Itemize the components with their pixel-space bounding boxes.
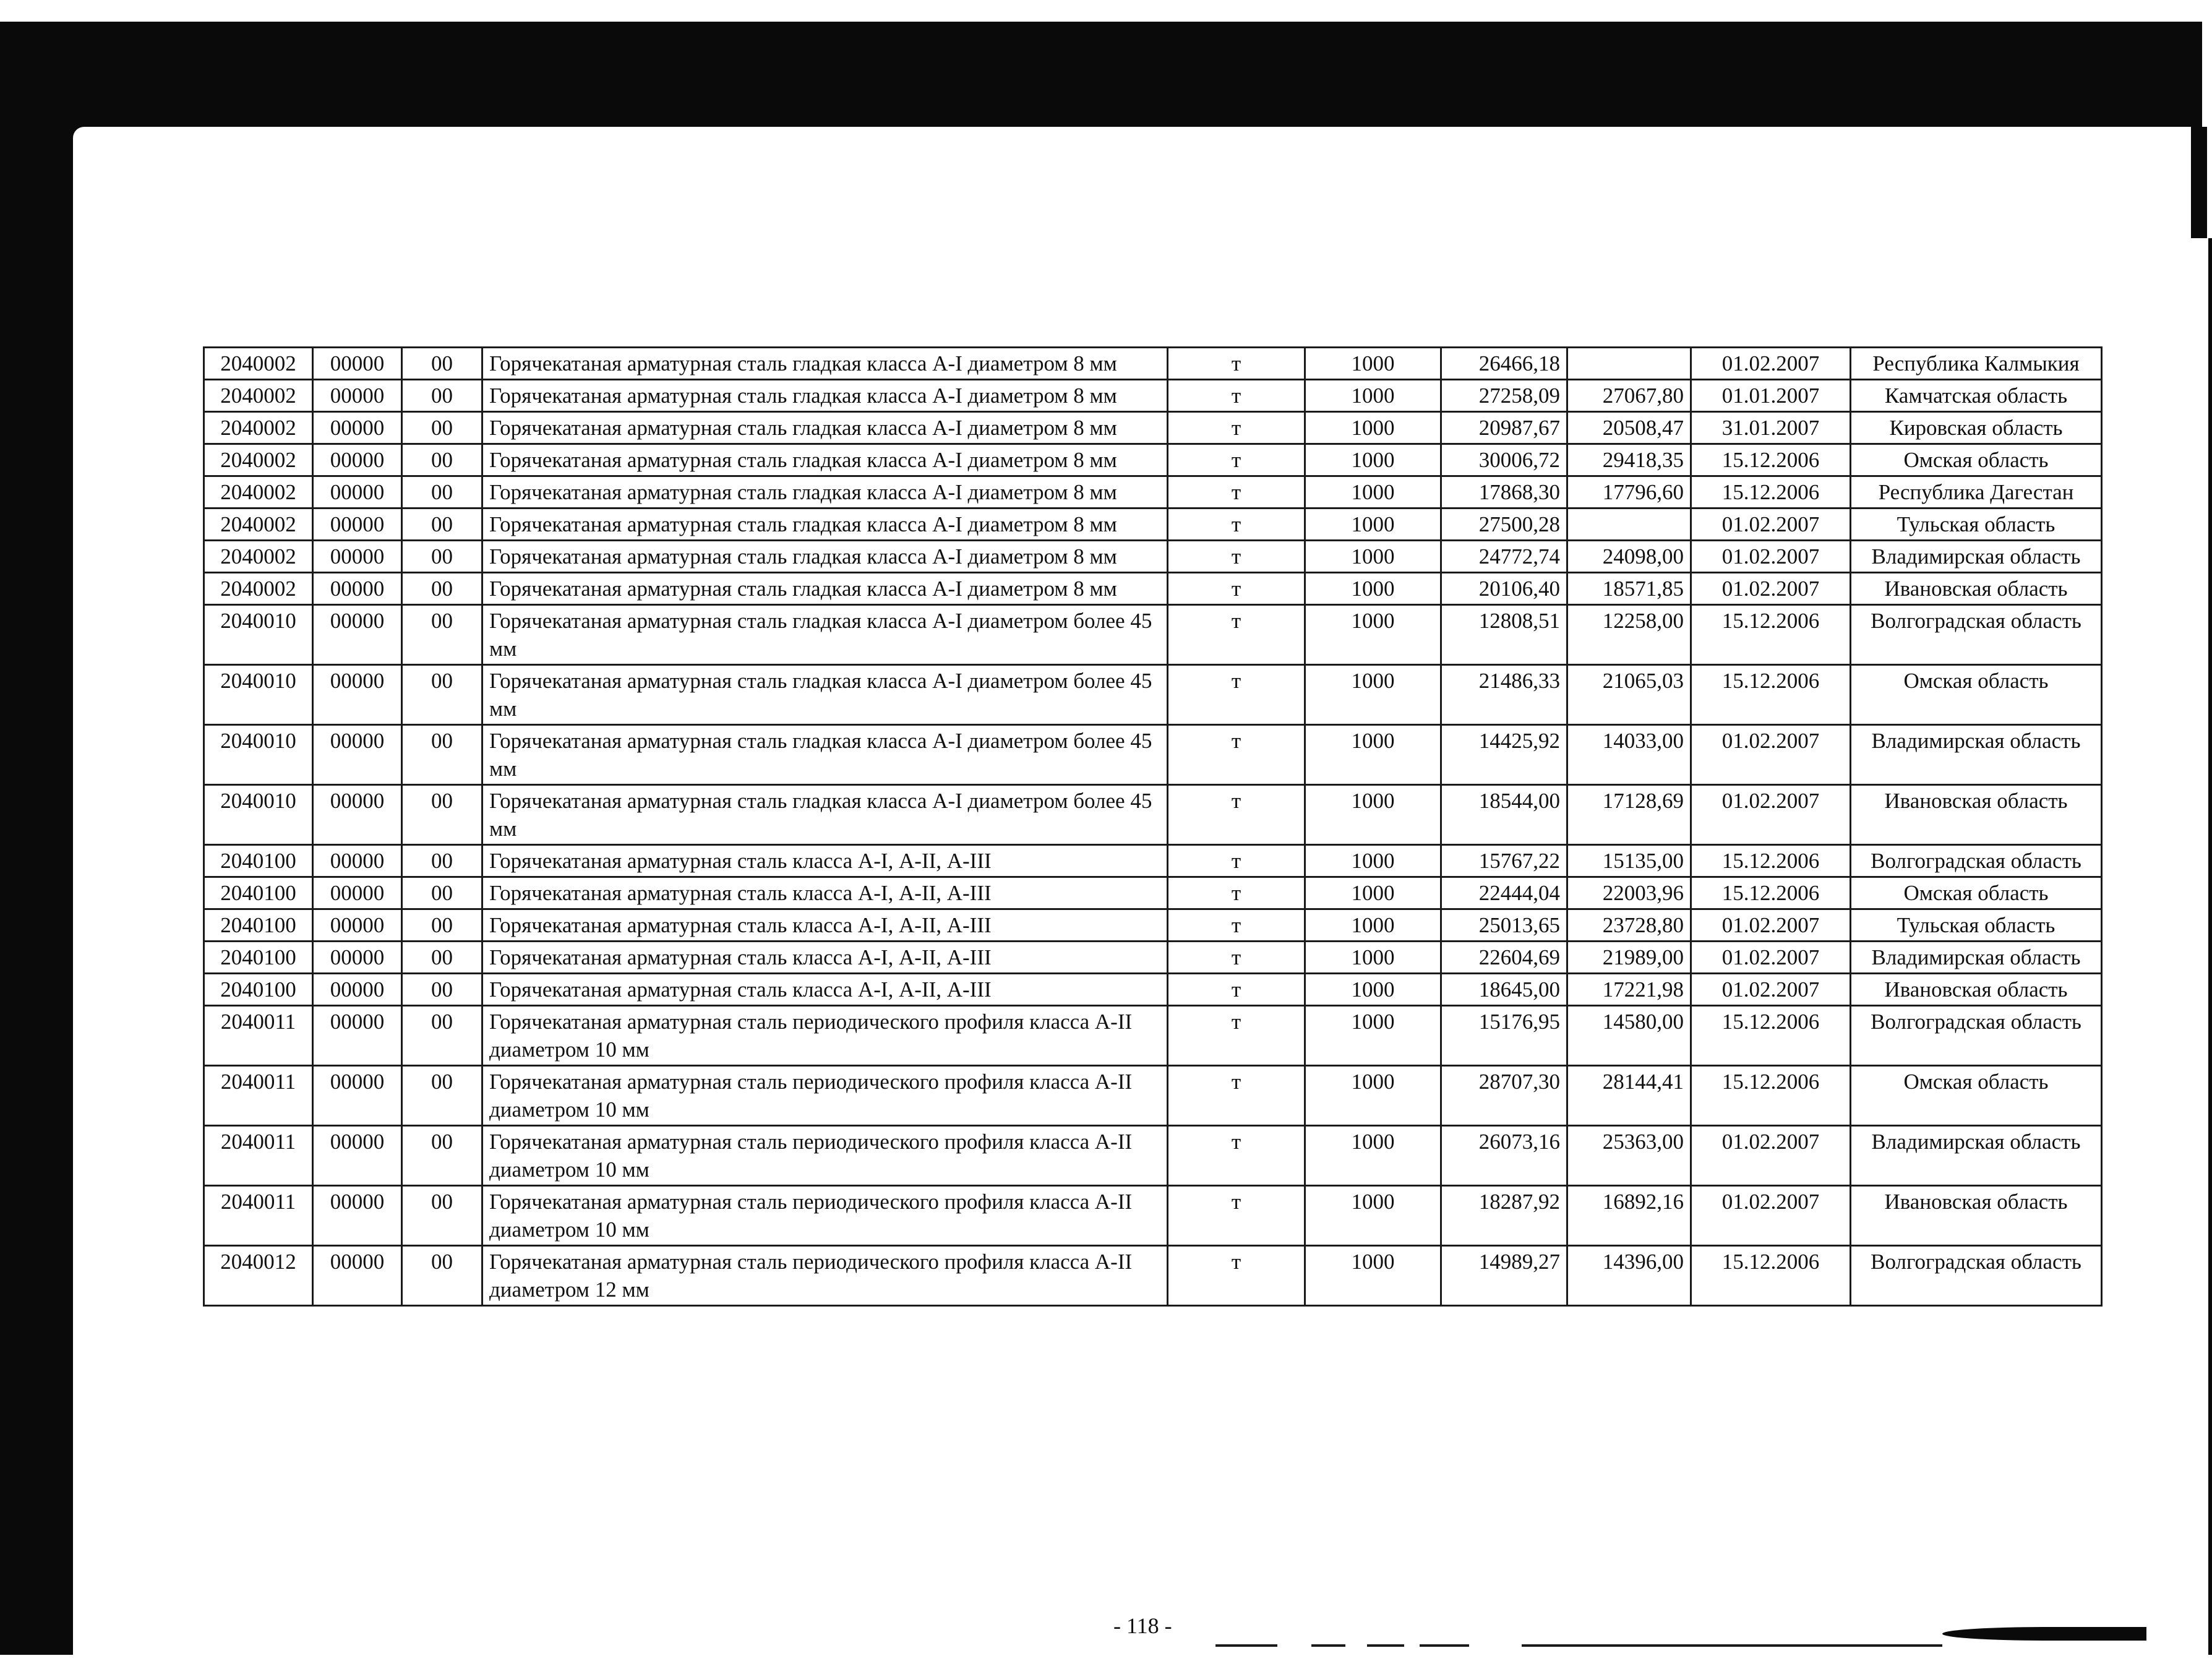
table-row [204,665,2102,725]
date-cell: 31.01.2007 [1691,412,1851,444]
date-cell: 01.02.2007 [1691,909,1851,942]
unit-cell: т [1168,1246,1305,1306]
material-name-cell: Горячекатаная арматурная сталь гладкая класса А-I диаметром 8 мм [482,573,1168,605]
sub-code-cell: 00000 [313,725,402,785]
table-row [204,1186,2102,1246]
footer-rule [1215,1644,1277,1647]
material-name-cell: Горячекатаная арматурная сталь гладкая класса А-I диаметром 8 мм [482,541,1168,573]
price-excl-cell: 14396,00 [1567,1246,1691,1306]
table-row [204,605,2102,665]
resource-code-cell: 2040002 [204,380,313,412]
price-cell: 20987,67 [1441,412,1567,444]
material-name-cell: Горячекатаная арматурная сталь класса А-I, А-II, А-III [482,942,1168,974]
resource-code-cell: 2040002 [204,509,313,541]
date-cell: 01.02.2007 [1691,942,1851,974]
table-row [204,380,2102,412]
unit-cell: т [1168,1186,1305,1246]
price-cell: 21486,33 [1441,665,1567,725]
region-cell: Ивановская область [1851,785,2102,845]
sub-code-cell: 00000 [313,974,402,1006]
resource-code-cell: 2040010 [204,605,313,665]
price-cell: 15176,95 [1441,1006,1567,1066]
region-cell: Омская область [1851,877,2102,909]
version-cell: 00 [402,725,482,785]
quantity-cell: 1000 [1305,444,1441,476]
footer-rule [1420,1644,1469,1647]
unit-cell: т [1168,348,1305,380]
resource-code-cell: 2040100 [204,974,313,1006]
sub-code-cell: 00000 [313,845,402,877]
material-name-cell: Горячекатаная арматурная сталь периодического профиля класса А-II диаметром 10 мм [482,1006,1168,1066]
version-cell: 00 [402,348,482,380]
date-cell: 15.12.2006 [1691,444,1851,476]
date-cell: 15.12.2006 [1691,1066,1851,1126]
price-excl-cell: 20508,47 [1567,412,1691,444]
quantity-cell: 1000 [1305,380,1441,412]
price-cell: 20106,40 [1441,573,1567,605]
price-cell: 30006,72 [1441,444,1567,476]
unit-cell: т [1168,725,1305,785]
sub-code-cell: 00000 [313,541,402,573]
table-row [204,1246,2102,1306]
region-cell: Ивановская область [1851,573,2102,605]
unit-cell: т [1168,974,1305,1006]
version-cell: 00 [402,1126,482,1186]
resource-code-cell: 2040010 [204,665,313,725]
scan-border-right-edge [2208,238,2212,1655]
resource-code-cell: 2040002 [204,541,313,573]
price-cell: 27258,09 [1441,380,1567,412]
region-cell: Омская область [1851,1066,2102,1126]
region-cell: Волгоградская область [1851,1246,2102,1306]
unit-cell: т [1168,1006,1305,1066]
resource-code-cell: 2040012 [204,1246,313,1306]
date-cell: 01.02.2007 [1691,725,1851,785]
date-cell: 01.02.2007 [1691,573,1851,605]
unit-cell: т [1168,380,1305,412]
date-cell: 01.02.2007 [1691,541,1851,573]
version-cell: 00 [402,380,482,412]
price-excl-cell: 23728,80 [1567,909,1691,942]
table-row [204,476,2102,509]
price-cell: 18544,00 [1441,785,1567,845]
sub-code-cell: 00000 [313,412,402,444]
material-name-cell: Горячекатаная арматурная сталь гладкая класса А-I диаметром 8 мм [482,444,1168,476]
region-cell: Владимирская область [1851,1126,2102,1186]
price-cell: 15767,22 [1441,845,1567,877]
price-excl-cell [1567,509,1691,541]
unit-cell: т [1168,509,1305,541]
version-cell: 00 [402,573,482,605]
unit-cell: т [1168,909,1305,942]
table-row [204,412,2102,444]
region-cell: Ивановская область [1851,1186,2102,1246]
resource-code-cell: 2040002 [204,476,313,509]
unit-cell: т [1168,1066,1305,1126]
table-row [204,509,2102,541]
resource-code-cell: 2040002 [204,573,313,605]
date-cell: 15.12.2006 [1691,845,1851,877]
resource-code-cell: 2040010 [204,725,313,785]
region-cell: Республика Дагестан [1851,476,2102,509]
sub-code-cell: 00000 [313,348,402,380]
quantity-cell: 1000 [1305,573,1441,605]
sub-code-cell: 00000 [313,444,402,476]
version-cell: 00 [402,1186,482,1246]
resource-code-cell: 2040011 [204,1066,313,1126]
material-name-cell: Горячекатаная арматурная сталь класса А-I, А-II, А-III [482,877,1168,909]
region-cell: Волгоградская область [1851,1006,2102,1066]
sub-code-cell: 00000 [313,1126,402,1186]
table-row [204,974,2102,1006]
unit-cell: т [1168,845,1305,877]
table-row [204,909,2102,942]
date-cell: 15.12.2006 [1691,665,1851,725]
version-cell: 00 [402,476,482,509]
price-excl-cell [1567,348,1691,380]
sub-code-cell: 00000 [313,665,402,725]
table-row [204,942,2102,974]
unit-cell: т [1168,573,1305,605]
date-cell: 15.12.2006 [1691,476,1851,509]
quantity-cell: 1000 [1305,348,1441,380]
sub-code-cell: 00000 [313,1006,402,1066]
page-number: - 118 - [1113,1613,1172,1638]
date-cell: 15.12.2006 [1691,877,1851,909]
scan-border-right [2191,127,2207,238]
date-cell: 15.12.2006 [1691,1246,1851,1306]
table-row [204,1006,2102,1066]
version-cell: 00 [402,1246,482,1306]
material-name-cell: Горячекатаная арматурная сталь гладкая класса А-I диаметром 8 мм [482,509,1168,541]
date-cell: 01.02.2007 [1691,1126,1851,1186]
price-excl-cell: 22003,96 [1567,877,1691,909]
version-cell: 00 [402,845,482,877]
date-cell: 01.02.2007 [1691,509,1851,541]
sub-code-cell: 00000 [313,509,402,541]
resource-code-cell: 2040002 [204,412,313,444]
price-cell: 17868,30 [1441,476,1567,509]
price-excl-cell: 14033,00 [1567,725,1691,785]
region-cell: Волгоградская область [1851,605,2102,665]
date-cell: 01.02.2007 [1691,1186,1851,1246]
material-name-cell: Горячекатаная арматурная сталь гладкая класса А-I диаметром 8 мм [482,380,1168,412]
version-cell: 00 [402,444,482,476]
sub-code-cell: 00000 [313,877,402,909]
date-cell: 01.01.2007 [1691,380,1851,412]
price-cell: 24772,74 [1441,541,1567,573]
price-excl-cell: 21065,03 [1567,665,1691,725]
unit-cell: т [1168,605,1305,665]
material-name-cell: Горячекатаная арматурная сталь класса А-I, А-II, А-III [482,974,1168,1006]
price-cell: 28707,30 [1441,1066,1567,1126]
unit-cell: т [1168,412,1305,444]
table-row [204,785,2102,845]
table-row [204,348,2102,380]
region-cell: Кировская область [1851,412,2102,444]
quantity-cell: 1000 [1305,909,1441,942]
material-name-cell: Горячекатаная арматурная сталь класса А-I, А-II, А-III [482,845,1168,877]
material-name-cell: Горячекатаная арматурная сталь периодического профиля класса А-II диаметром 10 мм [482,1186,1168,1246]
price-excl-cell: 25363,00 [1567,1126,1691,1186]
price-excl-cell: 12258,00 [1567,605,1691,665]
version-cell: 00 [402,909,482,942]
price-cell: 27500,28 [1441,509,1567,541]
table-row [204,725,2102,785]
price-cell: 22444,04 [1441,877,1567,909]
date-cell: 15.12.2006 [1691,605,1851,665]
price-table-body [204,348,2102,1306]
version-cell: 00 [402,1006,482,1066]
resource-code-cell: 2040002 [204,348,313,380]
region-cell: Камчатская область [1851,380,2102,412]
version-cell: 00 [402,541,482,573]
version-cell: 00 [402,412,482,444]
unit-cell: т [1168,877,1305,909]
material-name-cell: Горячекатаная арматурная сталь гладкая класса А-I диаметром более 45 мм [482,725,1168,785]
scan-smudge [1942,1627,2146,1641]
resource-code-cell: 2040002 [204,444,313,476]
quantity-cell: 1000 [1305,665,1441,725]
price-excl-cell: 27067,80 [1567,380,1691,412]
unit-cell: т [1168,444,1305,476]
sub-code-cell: 00000 [313,380,402,412]
price-cell: 26466,18 [1441,348,1567,380]
quantity-cell: 1000 [1305,1066,1441,1126]
quantity-cell: 1000 [1305,476,1441,509]
sub-code-cell: 00000 [313,1186,402,1246]
price-excl-cell: 14580,00 [1567,1006,1691,1066]
price-excl-cell: 15135,00 [1567,845,1691,877]
price-excl-cell: 17796,60 [1567,476,1691,509]
region-cell: Ивановская область [1851,974,2102,1006]
price-table [203,346,2103,1307]
material-name-cell: Горячекатаная арматурная сталь гладкая класса А-I диаметром более 45 мм [482,665,1168,725]
price-cell: 26073,16 [1441,1126,1567,1186]
sub-code-cell: 00000 [313,573,402,605]
price-cell: 25013,65 [1441,909,1567,942]
sub-code-cell: 00000 [313,785,402,845]
table-row [204,444,2102,476]
resource-code-cell: 2040100 [204,845,313,877]
quantity-cell: 1000 [1305,509,1441,541]
quantity-cell: 1000 [1305,942,1441,974]
version-cell: 00 [402,877,482,909]
price-cell: 18287,92 [1441,1186,1567,1246]
table-row [204,877,2102,909]
date-cell: 01.02.2007 [1691,348,1851,380]
sub-code-cell: 00000 [313,1246,402,1306]
resource-code-cell: 2040100 [204,942,313,974]
material-name-cell: Горячекатаная арматурная сталь периодического профиля класса А-II диаметром 10 мм [482,1066,1168,1126]
table-row [204,1126,2102,1186]
version-cell: 00 [402,665,482,725]
quantity-cell: 1000 [1305,541,1441,573]
unit-cell: т [1168,665,1305,725]
version-cell: 00 [402,785,482,845]
price-excl-cell: 28144,41 [1567,1066,1691,1126]
region-cell: Владимирская область [1851,942,2102,974]
price-excl-cell: 17128,69 [1567,785,1691,845]
region-cell: Омская область [1851,665,2102,725]
date-cell: 15.12.2006 [1691,1006,1851,1066]
resource-code-cell: 2040100 [204,909,313,942]
sub-code-cell: 00000 [313,476,402,509]
material-name-cell: Горячекатаная арматурная сталь периодического профиля класса А-II диаметром 12 мм [482,1246,1168,1306]
version-cell: 00 [402,509,482,541]
quantity-cell: 1000 [1305,1246,1441,1306]
table-row [204,1066,2102,1126]
material-name-cell: Горячекатаная арматурная сталь периодического профиля класса А-II диаметром 10 мм [482,1126,1168,1186]
version-cell: 00 [402,1066,482,1126]
material-name-cell: Горячекатаная арматурная сталь гладкая класса А-I диаметром 8 мм [482,348,1168,380]
price-excl-cell: 21989,00 [1567,942,1691,974]
version-cell: 00 [402,974,482,1006]
material-name-cell: Горячекатаная арматурная сталь гладкая класса А-I диаметром 8 мм [482,412,1168,444]
version-cell: 00 [402,942,482,974]
quantity-cell: 1000 [1305,1006,1441,1066]
scan-border-top [0,22,2202,127]
resource-code-cell: 2040011 [204,1126,313,1186]
sub-code-cell: 00000 [313,605,402,665]
table-row [204,845,2102,877]
price-excl-cell: 17221,98 [1567,974,1691,1006]
region-cell: Волгоградская область [1851,845,2102,877]
resource-code-cell: 2040010 [204,785,313,845]
price-excl-cell: 16892,16 [1567,1186,1691,1246]
region-cell: Республика Калмыкия [1851,348,2102,380]
material-name-cell: Горячекатаная арматурная сталь гладкая класса А-I диаметром более 45 мм [482,605,1168,665]
price-cell: 12808,51 [1441,605,1567,665]
resource-code-cell: 2040100 [204,877,313,909]
unit-cell: т [1168,942,1305,974]
material-name-cell: Горячекатаная арматурная сталь гладкая класса А-I диаметром 8 мм [482,476,1168,509]
unit-cell: т [1168,785,1305,845]
price-excl-cell: 24098,00 [1567,541,1691,573]
quantity-cell: 1000 [1305,412,1441,444]
footer-rule [1367,1644,1404,1647]
date-cell: 01.02.2007 [1691,974,1851,1006]
unit-cell: т [1168,1126,1305,1186]
footer-rule [1311,1644,1345,1647]
region-cell: Владимирская область [1851,725,2102,785]
price-cell: 14425,92 [1441,725,1567,785]
material-name-cell: Горячекатаная арматурная сталь класса А-I, А-II, А-III [482,909,1168,942]
sub-code-cell: 00000 [313,909,402,942]
price-cell: 14989,27 [1441,1246,1567,1306]
quantity-cell: 1000 [1305,1126,1441,1186]
quantity-cell: 1000 [1305,974,1441,1006]
version-cell: 00 [402,605,482,665]
date-cell: 01.02.2007 [1691,785,1851,845]
quantity-cell: 1000 [1305,725,1441,785]
unit-cell: т [1168,476,1305,509]
quantity-cell: 1000 [1305,845,1441,877]
resource-code-cell: 2040011 [204,1186,313,1246]
region-cell: Тульская область [1851,909,2102,942]
price-cell: 18645,00 [1441,974,1567,1006]
sub-code-cell: 00000 [313,942,402,974]
quantity-cell: 1000 [1305,785,1441,845]
price-excl-cell: 29418,35 [1567,444,1691,476]
footer-rule [1522,1644,1942,1647]
table-row [204,541,2102,573]
quantity-cell: 1000 [1305,877,1441,909]
price-cell: 22604,69 [1441,942,1567,974]
region-cell: Омская область [1851,444,2102,476]
quantity-cell: 1000 [1305,605,1441,665]
quantity-cell: 1000 [1305,1186,1441,1246]
price-excl-cell: 18571,85 [1567,573,1691,605]
region-cell: Тульская область [1851,509,2102,541]
region-cell: Владимирская область [1851,541,2102,573]
sub-code-cell: 00000 [313,1066,402,1126]
material-name-cell: Горячекатаная арматурная сталь гладкая класса А-I диаметром более 45 мм [482,785,1168,845]
table-row [204,573,2102,605]
unit-cell: т [1168,541,1305,573]
resource-code-cell: 2040011 [204,1006,313,1066]
